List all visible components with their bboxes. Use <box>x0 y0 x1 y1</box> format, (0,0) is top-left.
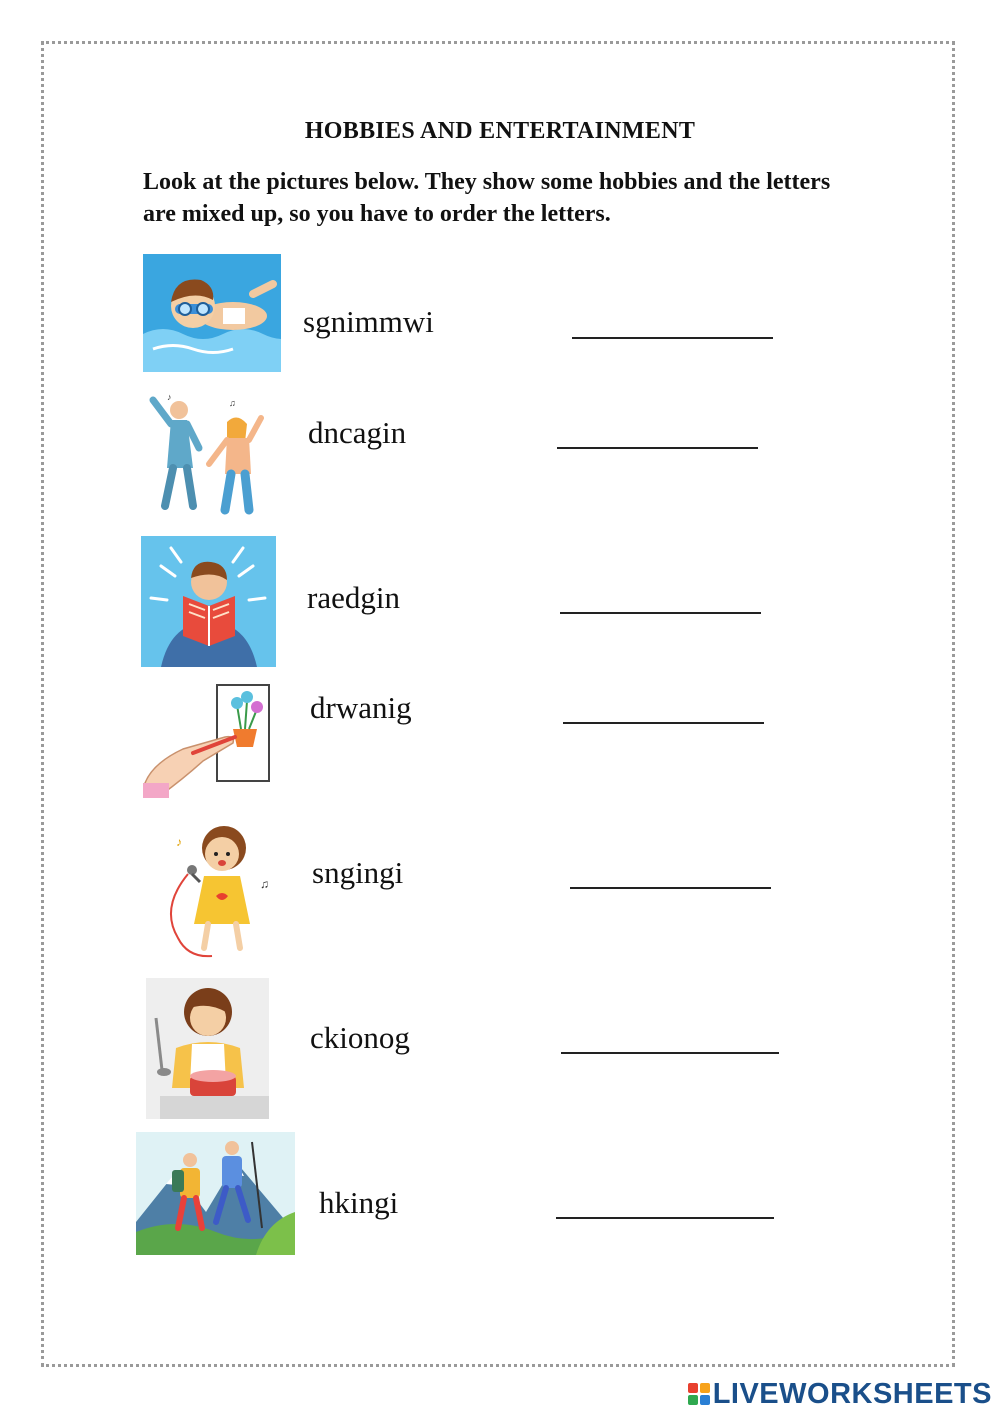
swimming-boy-icon <box>143 254 281 372</box>
scrambled-word: hkingi <box>319 1185 399 1220</box>
svg-text:♫: ♫ <box>229 398 236 408</box>
answer-blank[interactable] <box>563 722 764 724</box>
reading-man-icon <box>141 536 276 667</box>
dancing-couple-icon <box>141 388 273 520</box>
worksheet-title: HOBBIES AND ENTERTAINMENT <box>304 118 696 144</box>
answer-blank[interactable] <box>557 447 758 449</box>
singing-girl-icon <box>158 818 280 962</box>
scrambled-word: raedgin <box>307 580 400 615</box>
answer-blank[interactable] <box>570 887 771 889</box>
hiking-couple-icon <box>136 1132 295 1255</box>
svg-text:♪: ♪ <box>176 835 182 849</box>
svg-text:♫: ♫ <box>260 877 269 891</box>
liveworksheets-logo[interactable] <box>688 1376 992 1412</box>
scrambled-word: sngingi <box>312 855 404 890</box>
svg-text:♪: ♪ <box>167 392 172 402</box>
cooking-woman-icon <box>146 978 269 1119</box>
answer-blank[interactable] <box>556 1217 774 1219</box>
scrambled-word: ckionog <box>310 1020 410 1055</box>
answer-blank[interactable] <box>561 1052 779 1054</box>
brand-name: LIVEWORKSHEETS <box>712 1377 992 1410</box>
scrambled-word: drwanig <box>310 690 412 725</box>
drawing-hand-icon <box>143 683 275 798</box>
instructions-text: Look at the pictures below. They show some hobbies and the letters are mixed up, so you have to order the letters. <box>143 169 831 227</box>
scrambled-word: dncagin <box>308 415 407 450</box>
answer-blank[interactable] <box>560 612 761 614</box>
answer-blank[interactable] <box>572 337 773 339</box>
scrambled-word: sgnimmwi <box>303 304 434 339</box>
liveworksheets-logo-icon <box>688 1383 710 1405</box>
